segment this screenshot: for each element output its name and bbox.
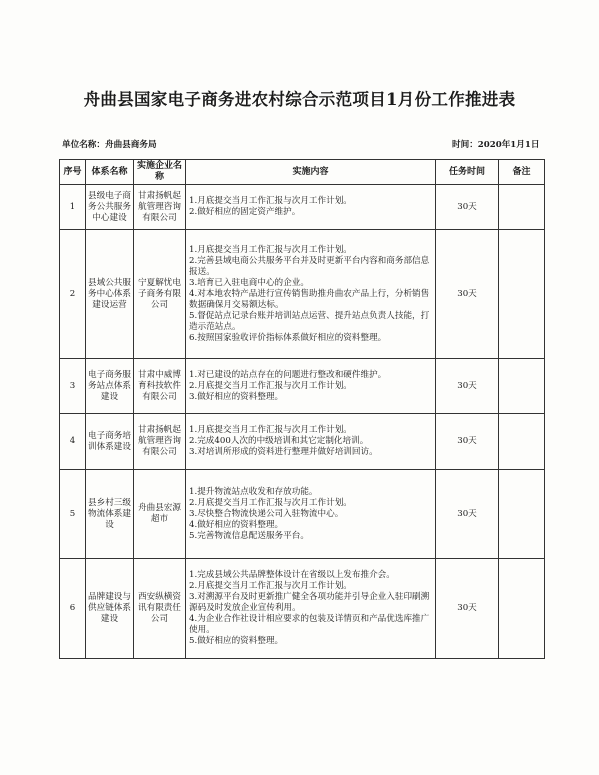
table-row [60,470,545,559]
header-note: 备注 [499,160,545,185]
row-content [186,414,436,470]
content-line: 5.完善物流信息配送服务平台。 [189,530,309,541]
row-company: 甘肃扬帆起航管理咨询有限公司 [134,414,186,470]
row-content [186,470,436,559]
page-title: 舟曲县国家电子商务进农村综合示范项目1月份工作推进表 [83,90,516,109]
row-company: 宁夏解忧电子商务有限公司 [134,230,186,359]
content-line: 3.对培训所形成的资料进行整理并做好培训回访。 [189,447,378,457]
content-line: 2.完成400人次的中级培训和其它定制化培训。 [189,436,369,446]
row-no: 5 [60,470,86,559]
unit-name-label: 单位名称：舟曲县商务局 [62,140,157,150]
row-note [499,559,545,659]
row-time: 30天 [436,185,499,230]
row-note [499,470,545,559]
row-content [186,230,436,359]
row-time: 30天 [436,414,499,470]
row-no: 3 [60,359,86,414]
content-line: 3.对溯源平台及时更新推广健全各项功能并引导企业入驻印刷溯源码及时发放企业宣传利用。 [189,592,430,613]
work-progress-table [59,159,545,659]
row-note [499,185,545,230]
row-no: 2 [60,230,86,359]
content-line: 2.做好相应的固定资产维护。 [189,207,301,217]
header-time: 任务时间 [436,160,499,185]
content-line: 2.完善县域电商公共服务平台并及时更新平台内容和商务部信息报送。 [189,255,430,277]
row-system: 县乡村三级物流体系建设 [86,470,134,559]
content-line: 3.尽快整合物流快递公司入驻物流中心。 [189,508,344,519]
row-system: 县级电子商务公共服务中心建设 [86,185,134,230]
header-system: 体系名称 [86,160,134,185]
content-line: 2.月底提交当月工作汇报与次月工作计划。 [189,380,352,391]
row-note [499,230,545,359]
table-row [60,359,545,414]
row-company: 西安纵横资讯有限责任公司 [134,559,186,659]
row-content [186,185,436,230]
row-time: 30天 [436,359,499,414]
row-no: 4 [60,414,86,470]
row-company: 舟曲县宏源超市 [134,470,186,559]
row-company: 甘肃扬帆起航管理咨询有限公司 [134,185,186,230]
row-time: 30天 [436,470,499,559]
row-time: 30天 [436,230,499,359]
content-line: 1.完成县域公共品牌整体设计在省级以上发布推介会。 [189,570,395,580]
header-company: 实施企业名称 [134,160,186,185]
content-line: 5.督促站点记录台账并培训站点运营、提升站点负责人技能，打造示范站点。 [189,310,430,332]
content-line: 1.月底提交当月工作汇报与次月工作计划。 [189,425,352,435]
content-line: 3.做好相应的资料整理。 [189,391,284,402]
content-line: 4.为企业合作社设计相应要求的包装及详情页和产品优选库推广使用。 [189,614,430,635]
row-system: 品牌建设与供应链体系建设 [86,559,134,659]
content-line: 1.提升物流站点收发和存放功能。 [189,486,318,497]
content-line: 4.做好相应的资料整理。 [189,519,284,530]
row-system: 电子商务服务站点体系建设 [86,359,134,414]
row-note [499,359,545,414]
row-system: 电子商务培训体系建设 [86,414,134,470]
header-content: 实施内容 [186,160,436,185]
content-line: 2.月底提交当月工作汇报与次月工作计划。 [189,581,352,591]
row-no: 6 [60,559,86,659]
table-row [60,230,545,359]
content-line: 4.对本地农特产品进行宣传销售助推舟曲农产品上行，分析销售数据确保月交易额达标。 [189,288,430,310]
table-row [60,185,545,230]
content-line: 1.月底提交当月工作汇报与次月工作计划。 [189,244,352,255]
content-line: 1.对已建设的站点存在的问题进行整改和硬件维护。 [189,369,387,380]
table-row [60,559,545,659]
content-line: 6.按照国家验收评价指标体系做好相应的资料整理。 [189,332,387,343]
row-no: 1 [60,185,86,230]
table-header-row [60,160,545,185]
table-row [60,414,545,470]
content-line: 2.月底提交当月工作汇报与次月工作计划。 [189,497,352,508]
content-line: 1.月底提交当月工作汇报与次月工作计划。 [189,196,352,206]
row-content [186,559,436,659]
header-no: 序号 [60,160,86,185]
row-note [499,414,545,470]
date-label: 时间：2020年1月1日 [452,140,540,150]
row-content [186,359,436,414]
row-time: 30天 [436,559,499,659]
row-company: 甘肃中威博育科技软件有限公司 [134,359,186,414]
content-line: 5.做好相应的资料整理。 [189,636,284,646]
content-line: 3.培育已入驻电商中心的企业。 [189,277,309,288]
row-system: 县域公共服务中心体系建设运营 [86,230,134,359]
